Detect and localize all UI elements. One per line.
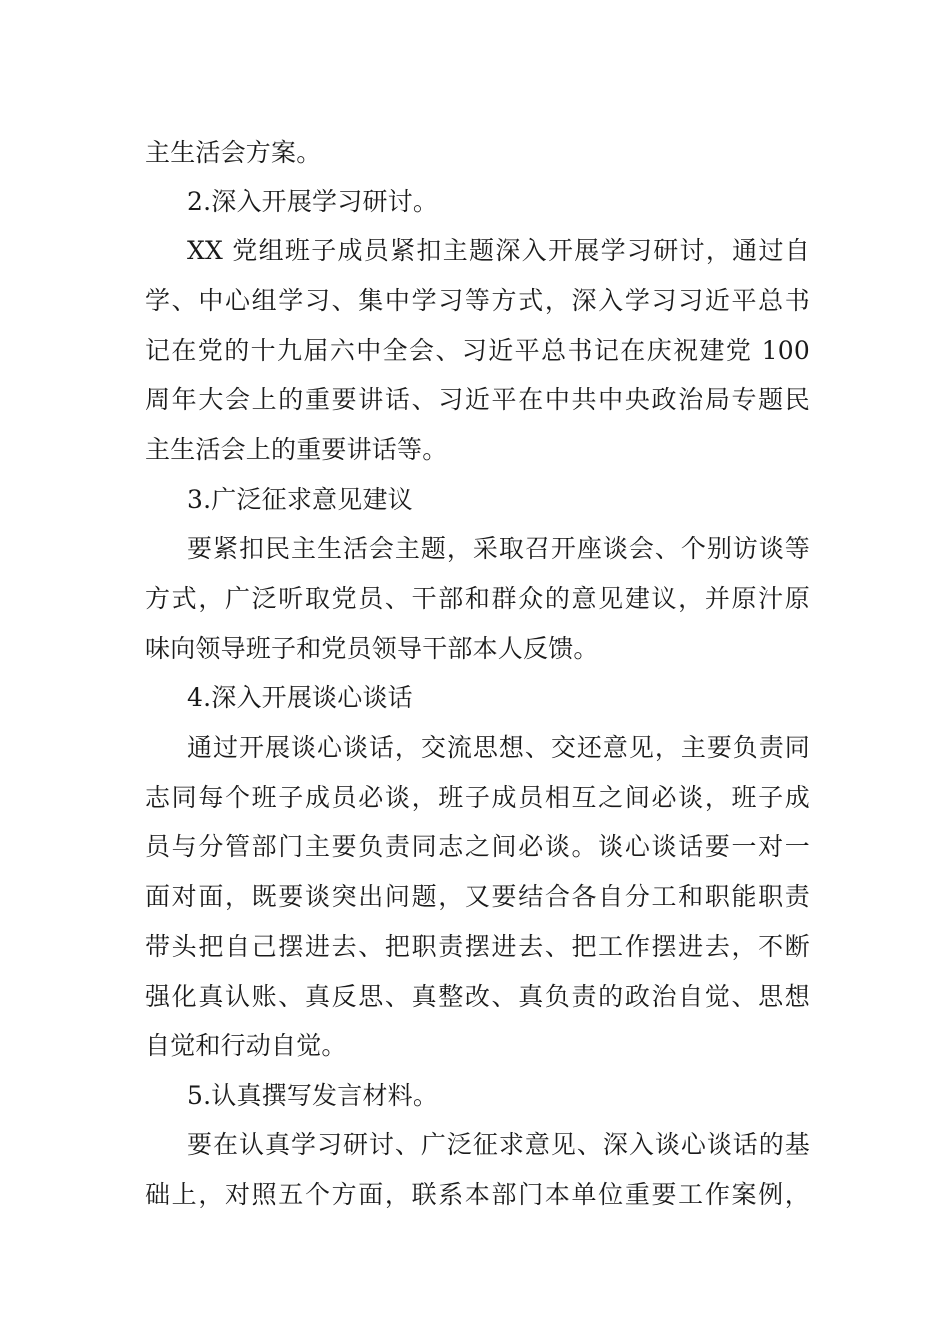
body-text-line: 记在党的十九届六中全会、习近平总书记在庆祝建党 100 [145,336,810,365]
body-text-line: 员与分管部门主要负责同志之间必谈。谈心谈话要一对一 [145,832,810,861]
body-text-line: 要紧扣民主生活会主题，采取召开座谈会、个别访谈等 [187,534,810,563]
section-heading: 4.深入开展谈心谈话 [187,683,413,712]
body-text-line: 学、中心组学习、集中学习等方式，深入学习习近平总书 [145,286,810,315]
section-heading: 2.深入开展学习研讨。 [187,187,439,216]
body-text-line: XX 党组班子成员紧扣主题深入开展学习研讨，通过自 [187,236,810,265]
body-text-line: 面对面，既要谈突出问题，又要结合各自分工和职能职责 [145,882,810,911]
body-text-line: 志同每个班子成员必谈，班子成员相互之间必谈，班子成 [145,783,810,812]
body-text-line: 主生活会上的重要讲话等。 [145,435,448,464]
body-text-line: 通过开展谈心谈话，交流思想、交还意见，主要负责同 [187,733,810,762]
body-text-line: 自觉和行动自觉。 [145,1031,347,1060]
body-text-line: 方式，广泛听取党员、干部和群众的意见建议，并原汁原 [145,584,810,613]
body-text-line: 周年大会上的重要讲话、习近平在中共中央政治局专题民 [145,385,810,414]
body-text-line: 础上，对照五个方面，联系本部门本单位重要工作案例， [145,1180,810,1209]
body-text-line: 带头把自己摆进去、把职责摆进去、把工作摆进去，不断 [145,932,810,961]
body-text-line: 味向领导班子和党员领导干部本人反馈。 [145,634,599,663]
section-heading: 5.认真撰写发言材料。 [187,1081,439,1110]
body-text-line: 要在认真学习研讨、广泛征求意见、深入谈心谈话的基 [187,1130,810,1159]
body-text-line: 主生活会方案。 [145,138,322,167]
section-heading: 3.广泛征求意见建议 [187,485,413,514]
body-text-line: 强化真认账、真反思、真整改、真负责的政治自觉、思想 [145,982,810,1011]
